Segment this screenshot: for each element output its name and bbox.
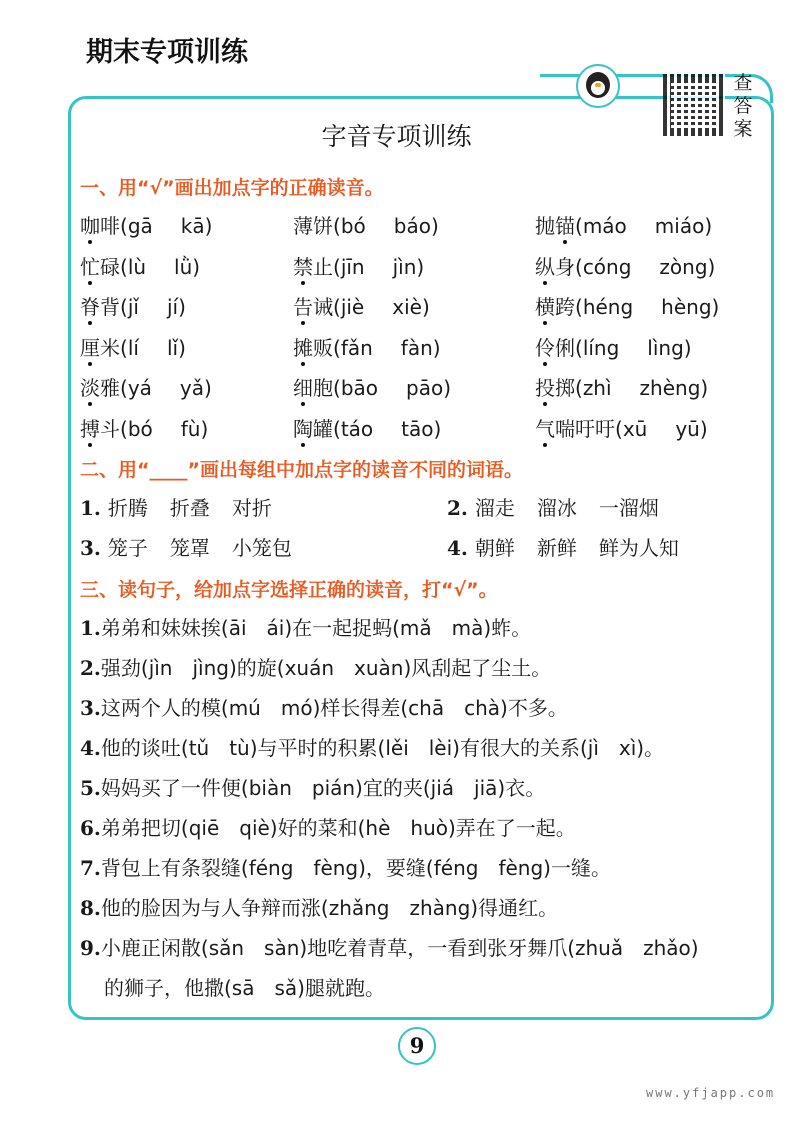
header-title: 期末专项训练 <box>86 37 248 68</box>
paren: ( <box>333 335 341 360</box>
sentence-number: 1. <box>80 616 101 640</box>
paren: ( <box>120 416 128 441</box>
section2-heading: 二、用“____”画出每组中加点字的读音不同的词语。 <box>80 459 523 481</box>
pinyin-option: zhì <box>582 376 612 400</box>
pinyin-option: yǎ <box>179 376 204 400</box>
word-option: 笼罩 <box>169 536 210 560</box>
sentence-text: 强劲(jìn jìng)的旋(xuán xuàn)风刮起了尘土。 <box>100 656 552 680</box>
pinyin-option: bāo <box>340 376 378 400</box>
pinyin-option: lí <box>127 335 139 360</box>
watermark: www.yfjapp.com <box>646 1086 776 1100</box>
sentence-text: 他的谈吐(tǔ tù)与平时的积累(lěi lèi)有很大的关系(jì xì)。 <box>100 736 665 760</box>
pinyin-item <box>293 210 439 239</box>
pinyin-item <box>535 210 712 239</box>
dotted-char: 锚 <box>555 214 575 238</box>
paren: ) <box>704 214 713 238</box>
sentence-number: 8. <box>80 896 101 920</box>
sentence-number: 6. <box>80 816 101 840</box>
sentence-text: 小鹿正闲散(sǎn sàn)地吃着青草，一看到张牙舞爪(zhuǎ zhǎo) <box>100 936 699 960</box>
word-option: 折叠 <box>169 496 210 520</box>
pinyin-option: tāo <box>401 416 434 441</box>
dotted-char: 厘 <box>80 335 100 360</box>
sentence-line <box>80 932 699 961</box>
dotted-char: 搏 <box>80 416 100 441</box>
paren: ) <box>707 254 716 279</box>
pinyin-item <box>535 291 719 320</box>
pinyin-option: fù <box>180 416 201 441</box>
dotted-char: 投 <box>535 376 555 400</box>
paren: ( <box>333 254 341 279</box>
item-char: 饼 <box>313 214 333 238</box>
section3-heading: 三、读句子，给加点字选择正确的读音，打“√”。 <box>80 579 498 601</box>
paren: ) <box>204 214 213 238</box>
paren: ) <box>683 335 692 360</box>
item-char: 跨 <box>555 295 575 319</box>
word-option: 朝鲜 <box>474 536 515 560</box>
pinyin-option: jīn <box>340 254 365 279</box>
pinyin-item <box>293 372 451 401</box>
sentence-text: 的狮子，他撒(sā sǎ)腿就跑。 <box>104 976 385 1000</box>
pinyin-option: zhèng <box>639 376 701 400</box>
dotted-char: 淡 <box>80 376 100 400</box>
paren: ( <box>333 295 341 319</box>
pinyin-option: zòng <box>659 254 708 279</box>
pinyin-item <box>293 251 424 280</box>
item-char: 罐 <box>313 416 333 441</box>
sentence-number: 5. <box>80 776 101 800</box>
pinyin-item <box>535 413 708 442</box>
sentence-line <box>80 652 551 681</box>
paren: ) <box>204 376 212 400</box>
pinyin-item <box>80 413 208 442</box>
dotted-char: 摊 <box>293 335 313 360</box>
pinyin-option: miáo <box>654 214 705 238</box>
paren: ( <box>120 254 128 279</box>
pinyin-option: yá <box>127 376 152 400</box>
pinyin-option: jiè <box>340 295 365 319</box>
sentence-line <box>104 972 385 1001</box>
pinyin-option: máo <box>582 214 627 238</box>
paren: ( <box>120 376 128 400</box>
dotted-char: 纵 <box>535 254 555 279</box>
pinyin-item <box>80 291 186 320</box>
group-number: 2. <box>447 496 475 520</box>
sentence-line <box>80 612 531 641</box>
pinyin-option: jìn <box>392 254 417 279</box>
item-char: 胞 <box>313 376 333 400</box>
paren: ( <box>575 214 583 238</box>
paren: ) <box>699 416 708 441</box>
pinyin-option: lǜ <box>174 254 193 279</box>
paren: ) <box>443 376 451 400</box>
pinyin-option: lìng <box>647 335 684 360</box>
paren: ( <box>333 214 341 238</box>
sentence-number: 3. <box>80 696 101 720</box>
paren: ) <box>430 214 439 238</box>
sentence-text: 弟弟和妹妹挨(āi ái)在一起捉蚂(mǎ mà)蚱。 <box>100 616 532 640</box>
word-group <box>447 492 659 521</box>
paren: ( <box>120 295 128 319</box>
paren: ) <box>432 335 441 360</box>
dotted-char: 伶 <box>535 335 555 360</box>
dotted-char: 告 <box>293 295 313 319</box>
sentence-line <box>80 812 576 841</box>
item-char: 抛 <box>535 214 555 238</box>
page-number: 9 <box>398 1027 436 1065</box>
pinyin-option: gā <box>127 214 153 238</box>
pinyin-option: yū <box>675 416 700 441</box>
sentence-line <box>80 852 611 881</box>
penguin-mascot-icon <box>576 64 620 108</box>
dotted-char: 忙 <box>80 254 100 279</box>
pinyin-option: fǎn <box>340 335 373 360</box>
dotted-char: 横 <box>535 295 555 319</box>
page-title: 字音专项训练 <box>321 122 472 151</box>
paren: ) <box>433 416 442 441</box>
word-group <box>80 492 272 521</box>
pinyin-option: báo <box>393 214 431 238</box>
sentence-text: 他的脸因为与人争辩而涨(zhǎng zhàng)得通红。 <box>100 896 559 920</box>
pinyin-item <box>535 372 708 401</box>
word-option: 溜冰 <box>536 496 577 520</box>
sentence-line <box>80 772 545 801</box>
word-option: 对折 <box>231 496 272 520</box>
word-option: 笼子 <box>107 536 148 560</box>
paren: ( <box>575 376 583 400</box>
item-char: 身 <box>555 254 575 279</box>
sentence-text: 妈妈买了一件便(biàn pián)宜的夹(jiá jiā)衣。 <box>100 776 546 800</box>
word-option: 折腾 <box>107 496 148 520</box>
dotted-char: 禁 <box>293 254 313 279</box>
answer-label[interactable]: 查答案 <box>733 72 753 140</box>
pinyin-item <box>80 210 212 239</box>
pinyin-option: bó <box>127 416 153 441</box>
paren: ( <box>120 214 128 238</box>
paren: ( <box>575 335 583 360</box>
dotted-char: 细 <box>293 376 313 400</box>
word-option: 一溜烟 <box>598 496 659 520</box>
sentence-text: 弟弟把切(qiē qiè)好的菜和(hè huò)弄在了一起。 <box>100 816 576 840</box>
paren: ) <box>416 254 425 279</box>
item-char: 止 <box>313 254 333 279</box>
pinyin-option: héng <box>582 295 634 319</box>
paren: ( <box>575 254 583 279</box>
sentence-number: 4. <box>80 736 101 760</box>
pinyin-option: lǐ <box>166 335 179 360</box>
pinyin-option: cóng <box>582 254 632 279</box>
word-option: 新鲜 <box>536 536 577 560</box>
sentence-line <box>80 732 664 761</box>
group-number: 3. <box>80 536 108 560</box>
pinyin-option: líng <box>582 335 620 360</box>
paren: ) <box>200 416 209 441</box>
paren: ( <box>575 295 583 319</box>
pinyin-option: fàn <box>400 335 433 360</box>
word-option: 溜走 <box>474 496 515 520</box>
pinyin-item <box>535 332 692 361</box>
item-char: 雅 <box>100 376 120 400</box>
item-char: 啡 <box>100 214 120 238</box>
group-number: 1. <box>80 496 108 520</box>
paren: ) <box>421 295 430 319</box>
sentence-number: 9. <box>80 936 101 960</box>
item-char: 米 <box>100 335 120 360</box>
paren: ) <box>192 254 201 279</box>
pinyin-item <box>80 332 186 361</box>
item-char: 斗 <box>100 416 120 441</box>
dotted-char: 气 <box>535 416 555 441</box>
pinyin-option: lù <box>127 254 147 279</box>
paren: ) <box>178 295 186 319</box>
dotted-char: 脊 <box>80 295 100 319</box>
pinyin-item <box>293 413 441 442</box>
group-number: 4. <box>447 536 475 560</box>
paren: ( <box>615 416 623 441</box>
pinyin-option: hèng <box>661 295 712 319</box>
sentence-text: 背包上有条裂缝(féng fèng)，要缝(féng fèng)一缝。 <box>100 856 611 880</box>
word-option: 鲜为人知 <box>598 536 679 560</box>
paren: ) <box>178 335 186 360</box>
sentence-line <box>80 692 568 721</box>
pinyin-item <box>535 251 715 280</box>
word-group <box>80 532 292 561</box>
pinyin-option: kā <box>180 214 205 238</box>
pinyin-option: jǐ <box>127 295 139 319</box>
pinyin-item <box>80 372 212 401</box>
paren: ( <box>333 416 341 441</box>
paren: ) <box>700 376 709 400</box>
pinyin-option: jí <box>166 295 179 319</box>
sentence-text: 这两个人的模(mú mó)样长得差(chā chà)不多。 <box>100 696 568 720</box>
pinyin-option: bó <box>340 214 366 238</box>
pinyin-item <box>80 251 200 280</box>
item-char: 贩 <box>313 335 333 360</box>
word-option: 小笼包 <box>231 536 292 560</box>
pinyin-option: pāo <box>406 376 444 400</box>
pinyin-item <box>293 332 441 361</box>
section1-heading: 一、用“√”画出加点字的正确读音。 <box>80 177 384 199</box>
pinyin-item <box>293 291 430 320</box>
word-group <box>447 532 679 561</box>
item-char: 诫 <box>313 295 333 319</box>
sentence-number: 2. <box>80 656 101 680</box>
pinyin-option: xiè <box>392 295 422 319</box>
item-char: 薄 <box>293 214 313 238</box>
item-char: 俐 <box>555 335 575 360</box>
dotted-char: 咖 <box>80 214 100 238</box>
pinyin-option: táo <box>340 416 374 441</box>
paren: ( <box>333 376 341 400</box>
item-char: 碌 <box>100 254 120 279</box>
item-char: 背 <box>100 295 120 319</box>
sentence-line <box>80 892 558 921</box>
dotted-char: 陶 <box>293 416 313 441</box>
item-char: 喘吁吁 <box>555 416 615 441</box>
pinyin-option: xū <box>622 416 648 441</box>
paren: ) <box>711 295 720 319</box>
paren: ( <box>120 335 128 360</box>
sentence-number: 7. <box>80 856 101 880</box>
item-char: 掷 <box>555 376 575 400</box>
